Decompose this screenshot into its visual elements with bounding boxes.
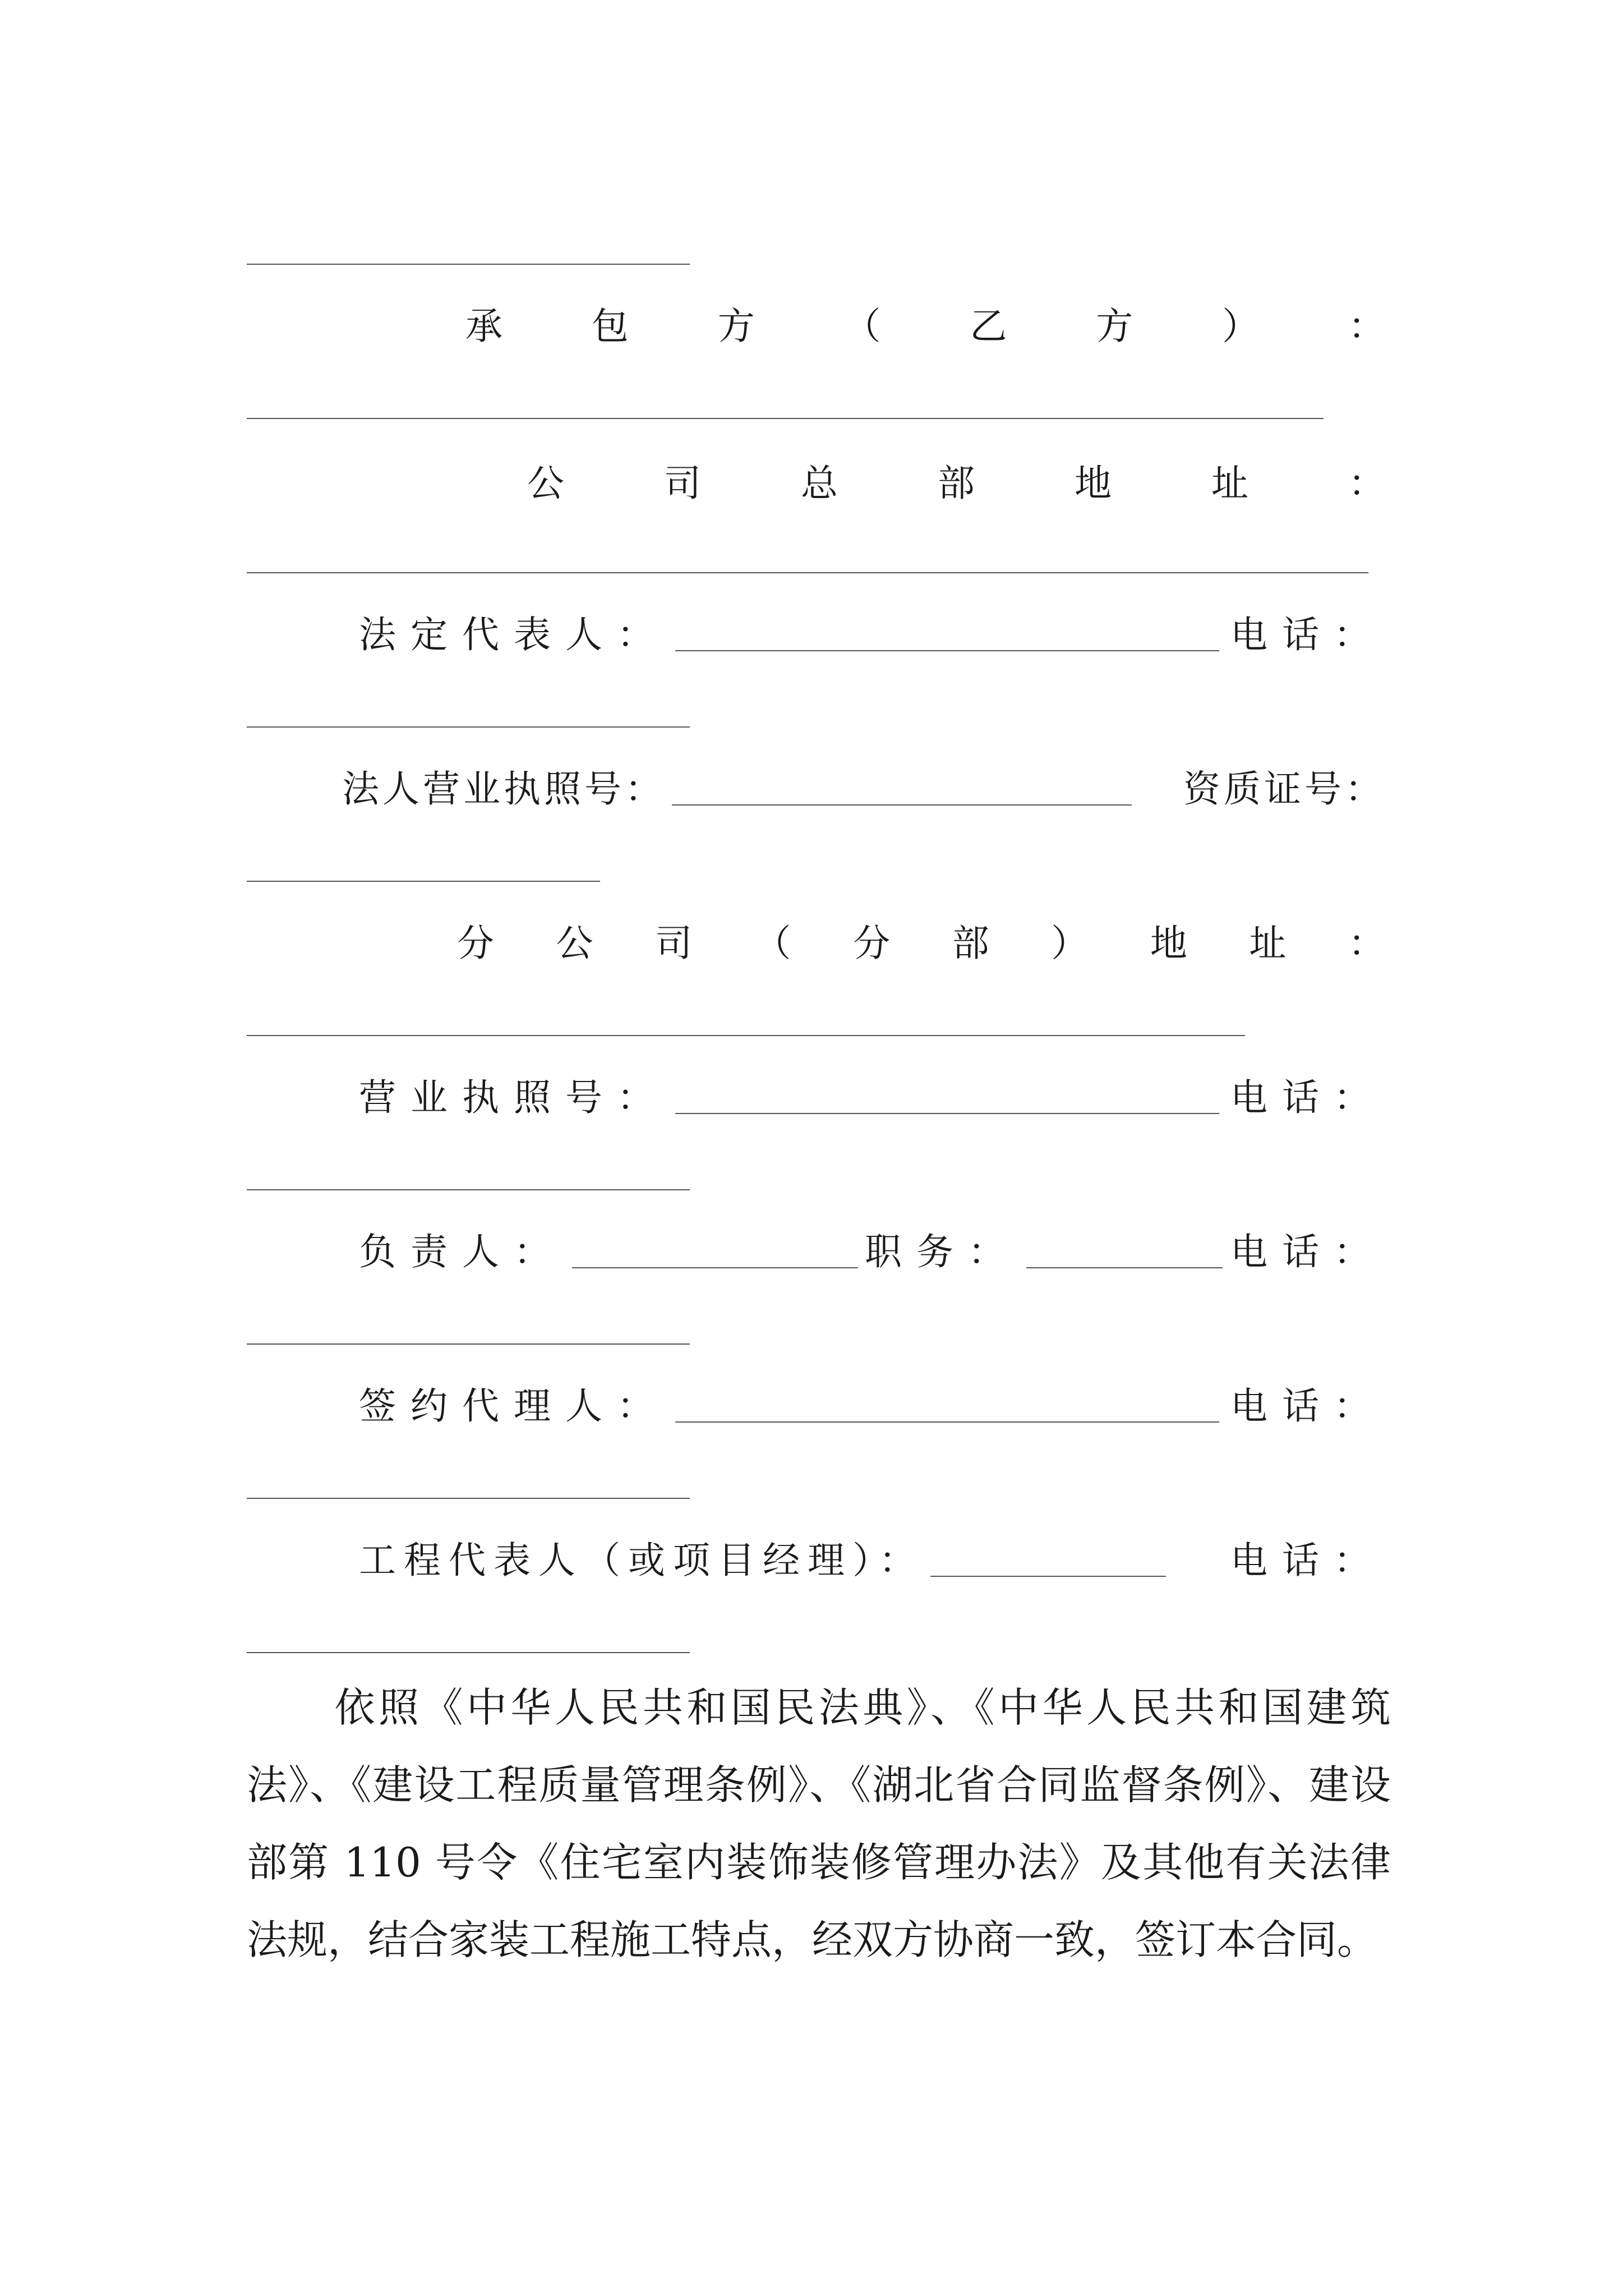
hq-address-char: 司 <box>664 461 701 505</box>
hq-address-char: 总 <box>801 461 838 505</box>
agent-row <box>359 1377 1385 1428</box>
contractor-char: （ <box>843 304 881 348</box>
qualification-label: 资质证号： <box>1183 767 1385 811</box>
project-rep-row <box>359 1531 1385 1582</box>
license-field[interactable] <box>672 765 1132 806</box>
branch-address-char: ： <box>1348 921 1385 965</box>
legal-rep-label: 法定代表人： <box>359 613 668 656</box>
contractor-fill-line[interactable] <box>247 418 1324 419</box>
project-rep-label: 工程代表人（或项目经理）： <box>359 1538 924 1582</box>
hq-address-char: 部 <box>938 461 975 505</box>
branch-address-char: ） <box>1051 921 1089 965</box>
legal-rep-row <box>359 606 1385 656</box>
qualification-fill-line[interactable] <box>247 881 600 882</box>
branch-address-char: 分 <box>853 921 891 965</box>
manager-label: 负责人： <box>359 1230 565 1273</box>
position-field[interactable] <box>1026 1228 1223 1268</box>
contractor-char: 方 <box>717 304 755 348</box>
branch-address-fill-line[interactable] <box>247 1035 1245 1036</box>
preamble-text: 依照《中华人民共和国民法典》、《中华人民共和国建筑法》、《建设工程质量管理条例》、《湖北省合同监督条例》、建设部第 110 号令《住宅室内装饰装修管理办法》及其他有关法律法规，结合家装工程施工特点，经双方协商一致，签订本合同。 <box>247 1684 1391 1963</box>
contractor-char: ： <box>1348 304 1385 348</box>
contractor-char: 包 <box>591 304 629 348</box>
hq-address-fill-line[interactable] <box>247 572 1368 573</box>
hq-address-char: 公 <box>527 461 564 505</box>
license-row <box>342 760 1385 811</box>
branch-address-char: 地 <box>1150 921 1187 965</box>
license-label: 法人营业执照号： <box>342 767 665 811</box>
manager-phone-label: 电话： <box>1230 1230 1385 1273</box>
manager-field[interactable] <box>572 1228 858 1268</box>
project-rep-phone-label: 电话： <box>1230 1538 1385 1582</box>
branch-address-char: 分 <box>457 921 494 965</box>
branch-license-phone-label: 电话： <box>1230 1075 1385 1119</box>
branch-address-char: 址 <box>1249 921 1287 965</box>
contractor-row <box>465 297 1385 348</box>
legal-rep-phone-line[interactable] <box>247 726 690 728</box>
project-rep-phone-line[interactable] <box>247 1652 690 1653</box>
manager-phone-line[interactable] <box>247 1343 690 1345</box>
legal-rep-phone-label: 电话： <box>1230 613 1385 656</box>
hq-address-char: 址 <box>1211 461 1248 505</box>
branch-license-label: 营业执照号： <box>359 1075 668 1119</box>
branch-license-field[interactable] <box>675 1074 1219 1114</box>
position-label: 职务： <box>865 1230 1020 1273</box>
branch-address-char: 司 <box>655 921 693 965</box>
agent-field[interactable] <box>675 1382 1219 1423</box>
preamble-paragraph <box>247 1669 1391 1978</box>
manager-row <box>359 1223 1385 1273</box>
branch-address-char: 公 <box>556 921 593 965</box>
branch-phone-line[interactable] <box>247 1189 690 1190</box>
contractor-char: 乙 <box>970 304 1007 348</box>
branch-license-row <box>359 1069 1385 1119</box>
agent-label: 签约代理人： <box>359 1384 668 1428</box>
contractor-char: 方 <box>1096 304 1133 348</box>
contractor-char: 承 <box>465 304 502 348</box>
branch-address-row <box>457 914 1385 965</box>
legal-rep-field[interactable] <box>675 611 1219 651</box>
contractor-char: ） <box>1222 304 1260 348</box>
branch-address-char: 部 <box>952 921 989 965</box>
hq-address-char: 地 <box>1075 461 1112 505</box>
fill-line <box>247 264 690 265</box>
hq-address-row <box>527 454 1385 505</box>
branch-address-char: （ <box>754 921 791 965</box>
hq-address-char: ： <box>1348 461 1385 505</box>
agent-phone-label: 电话： <box>1230 1384 1385 1428</box>
agent-phone-line[interactable] <box>247 1498 690 1499</box>
project-rep-field[interactable] <box>930 1536 1166 1577</box>
